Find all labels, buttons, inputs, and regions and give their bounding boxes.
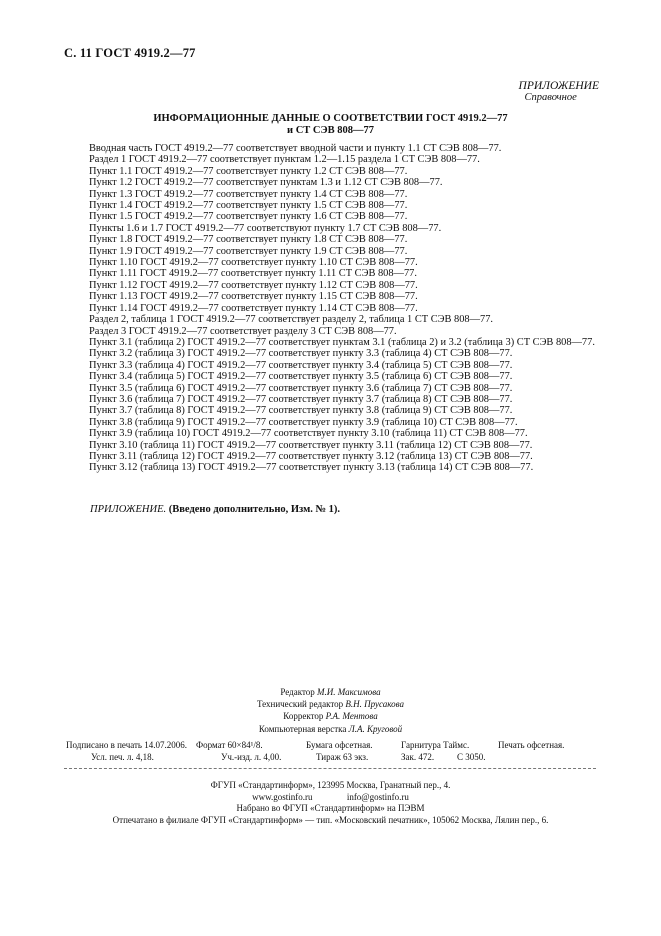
credits-block — [0, 686, 661, 735]
correspondence-line: Пункт 1.12 ГОСТ 4919.2—77 соответствует пункту 1.12 СТ СЭВ 808—77. — [89, 279, 418, 291]
conventional-sheets: Усл. печ. л. 4,18. — [91, 751, 154, 762]
signed-date: Подписано в печать 14.07.2006. — [66, 740, 188, 750]
correspondence-line: Пункт 3.4 (таблица 5) ГОСТ 4919.2—77 соответствует пункту 3.5 (таблица 6) СТ СЭВ 808—77. — [89, 371, 513, 383]
typeset-note: Набрано во ФГУП «Стандартинформ» на ПЭВМ — [236, 803, 425, 814]
publisher-email[interactable]: info@gostinfo.ru — [346, 791, 409, 802]
amendment-note — [90, 504, 340, 515]
title-line-2: и СТ СЭВ 808—77 — [287, 124, 374, 136]
footer-divider — [64, 768, 596, 769]
correspondence-line: Пункт 1.13 ГОСТ 4919.2—77 соответствует пункту 1.15 СТ СЭВ 808—77. — [89, 291, 418, 303]
amendment-label: ПРИЛОЖЕНИЕ. — [90, 504, 167, 515]
credit-editor: Редактор М.И. Максимова — [280, 687, 381, 697]
amendment-text: (Введено дополнительно, Изм. № 1). — [168, 504, 341, 515]
correspondence-line: Пункт 1.14 ГОСТ 4919.2—77 соответствует пункту 1.14 СТ СЭВ 808—77. — [89, 302, 418, 314]
correspondence-line: Пункт 1.11 ГОСТ 4919.2—77 соответствует пункту 1.11 СТ СЭВ 808—77. — [89, 268, 417, 280]
correspondence-line: Пункт 3.6 (таблица 7) ГОСТ 4919.2—77 соответствует пункту 3.7 (таблица 8) СТ СЭВ 808—77. — [89, 393, 513, 405]
correspondence-line: Пункт 1.2 ГОСТ 4919.2—77 соответствует пунктам 1.3 и 1.12 СТ СЭВ 808—77. — [89, 177, 443, 189]
correspondence-line: Вводная часть ГОСТ 4919.2—77 соответствует вводной части и пункту 1.1 СТ СЭВ 808—77. — [89, 143, 502, 154]
edition-sheets: Уч.-изд. л. 4,00. — [221, 751, 282, 762]
print-run: Тираж 63 экз. — [316, 751, 369, 762]
correspondence-line: Пункт 3.10 (таблица 11) ГОСТ 4919.2—77 соответствует пункту 3.11 (таблица 12) СТ СЭВ 808—77. — [89, 439, 533, 451]
correspondence-line: Пункт 1.5 ГОСТ 4919.2—77 соответствует пункту 1.6 СТ СЭВ 808—77. — [89, 211, 408, 223]
document-title — [60, 113, 601, 136]
correspondence-line: Пункт 3.8 (таблица 9) ГОСТ 4919.2—77 соответствует пункту 3.9 (таблица 10) СТ СЭВ 808—77. — [89, 416, 518, 428]
print-row-1 — [66, 740, 596, 752]
correspondence-line: Пункт 1.9 ГОСТ 4919.2—77 соответствует пункту 1.9 СТ СЭВ 808—77. — [89, 245, 408, 257]
publisher-block — [0, 780, 661, 826]
correspondence-line: Пункт 1.3 ГОСТ 4919.2—77 соответствует пункту 1.4 СТ СЭВ 808—77. — [89, 188, 408, 200]
correspondence-line: Пункты 1.6 и 1.7 ГОСТ 4919.2—77 соответствуют пункту 1.7 СТ СЭВ 808—77. — [89, 222, 442, 234]
credit-layout: Компьютерная верстка Л.А. Круговой — [258, 723, 403, 734]
page-header: С. 11 ГОСТ 4919.2—77 — [64, 46, 196, 60]
correspondence-line: Пункт 3.7 (таблица 8) ГОСТ 4919.2—77 соответствует пункту 3.8 (таблица 9) СТ СЭВ 808—77. — [89, 405, 513, 417]
correspondence-line: Пункт 1.1 ГОСТ 4919.2—77 соответствует пункту 1.2 СТ СЭВ 808—77. — [89, 165, 408, 177]
correspondence-list — [64, 143, 604, 474]
paper: Бумага офсетная. — [306, 740, 373, 750]
publisher-web-row — [0, 792, 661, 804]
correspondence-line: Пункт 3.1 (таблица 2) ГОСТ 4919.2—77 соответствует пунктам 3.1 (таблица 2) и 3.2 (таблица 3) СТ СЭВ 808—77. — [89, 336, 595, 348]
print-row-2 — [66, 752, 596, 764]
code-number: С 3050. — [457, 751, 486, 762]
correspondence-line: Раздел 1 ГОСТ 4919.2—77 соответствует пунктам 1.2—1.15 раздела 1 СТ СЭВ 808—77. — [89, 154, 480, 166]
correspondence-line: Пункт 3.5 (таблица 6) ГОСТ 4919.2—77 соответствует пункту 3.6 (таблица 7) СТ СЭВ 808—77. — [89, 382, 513, 394]
correspondence-line: Пункт 3.9 (таблица 10) ГОСТ 4919.2—77 соответствует пункту 3.10 (таблица 11) СТ СЭВ 808—77. — [89, 428, 528, 440]
publisher-website[interactable]: www.gostinfo.ru — [252, 791, 313, 802]
correspondence-line: Пункт 1.4 ГОСТ 4919.2—77 соответствует пункту 1.5 СТ СЭВ 808—77. — [89, 200, 408, 212]
correspondence-line: Пункт 1.10 ГОСТ 4919.2—77 соответствует пункту 1.10 СТ СЭВ 808—77. — [89, 257, 418, 269]
appendix-label-block — [519, 80, 599, 104]
correspondence-line: Раздел 2, таблица 1 ГОСТ 4919.2—77 соответствует разделу 2, таблица 1 СТ СЭВ 808—77. — [89, 314, 494, 326]
publisher-address: ФГУП «Стандартинформ», 123995 Москва, Гранатный пер., 4. — [210, 780, 451, 790]
correspondence-line: Пункт 3.12 (таблица 13) ГОСТ 4919.2—77 соответствует пункту 3.13 (таблица 14) СТ СЭВ 808—77. — [89, 462, 534, 474]
appendix-type: Справочное — [524, 92, 577, 103]
typeface: Гарнитура Таймс. — [401, 740, 470, 750]
appendix-label: ПРИЛОЖЕНИЕ — [518, 80, 599, 92]
title-line-1: ИНФОРМАЦИОННЫЕ ДАННЫЕ О СООТВЕТСТВИИ ГОСТ 4919.2—77 — [153, 113, 508, 124]
print-info — [66, 740, 596, 763]
printing: Печать офсетная. — [498, 740, 565, 750]
format: Формат 60×84¹/8. — [196, 740, 263, 750]
order-number: Зак. 472. — [401, 751, 435, 762]
credit-proofreader: Корректор Р.А. Ментова — [283, 711, 378, 722]
correspondence-line: Пункт 1.8 ГОСТ 4919.2—77 соответствует пункту 1.8 СТ СЭВ 808—77. — [89, 234, 408, 246]
printed-note: Отпечатано в филиале ФГУП «Стандартинформ» — тип. «Московский печатник», 105062 Москва, Лялин пер., 6. — [112, 814, 549, 825]
correspondence-line: Пункт 3.2 (таблица 3) ГОСТ 4919.2—77 соответствует пункту 3.3 (таблица 4) СТ СЭВ 808—77. — [89, 348, 513, 360]
correspondence-line: Раздел 3 ГОСТ 4919.2—77 соответствует разделу 3 СТ СЭВ 808—77. — [89, 325, 397, 337]
correspondence-line: Пункт 3.3 (таблица 4) ГОСТ 4919.2—77 соответствует пункту 3.4 (таблица 5) СТ СЭВ 808—77. — [89, 359, 513, 371]
correspondence-line: Пункт 3.11 (таблица 12) ГОСТ 4919.2—77 соответствует пункту 3.12 (таблица 13) СТ СЭВ 808—77. — [89, 450, 533, 462]
credit-tech-editor: Технический редактор В.Н. Прусакова — [256, 699, 405, 710]
